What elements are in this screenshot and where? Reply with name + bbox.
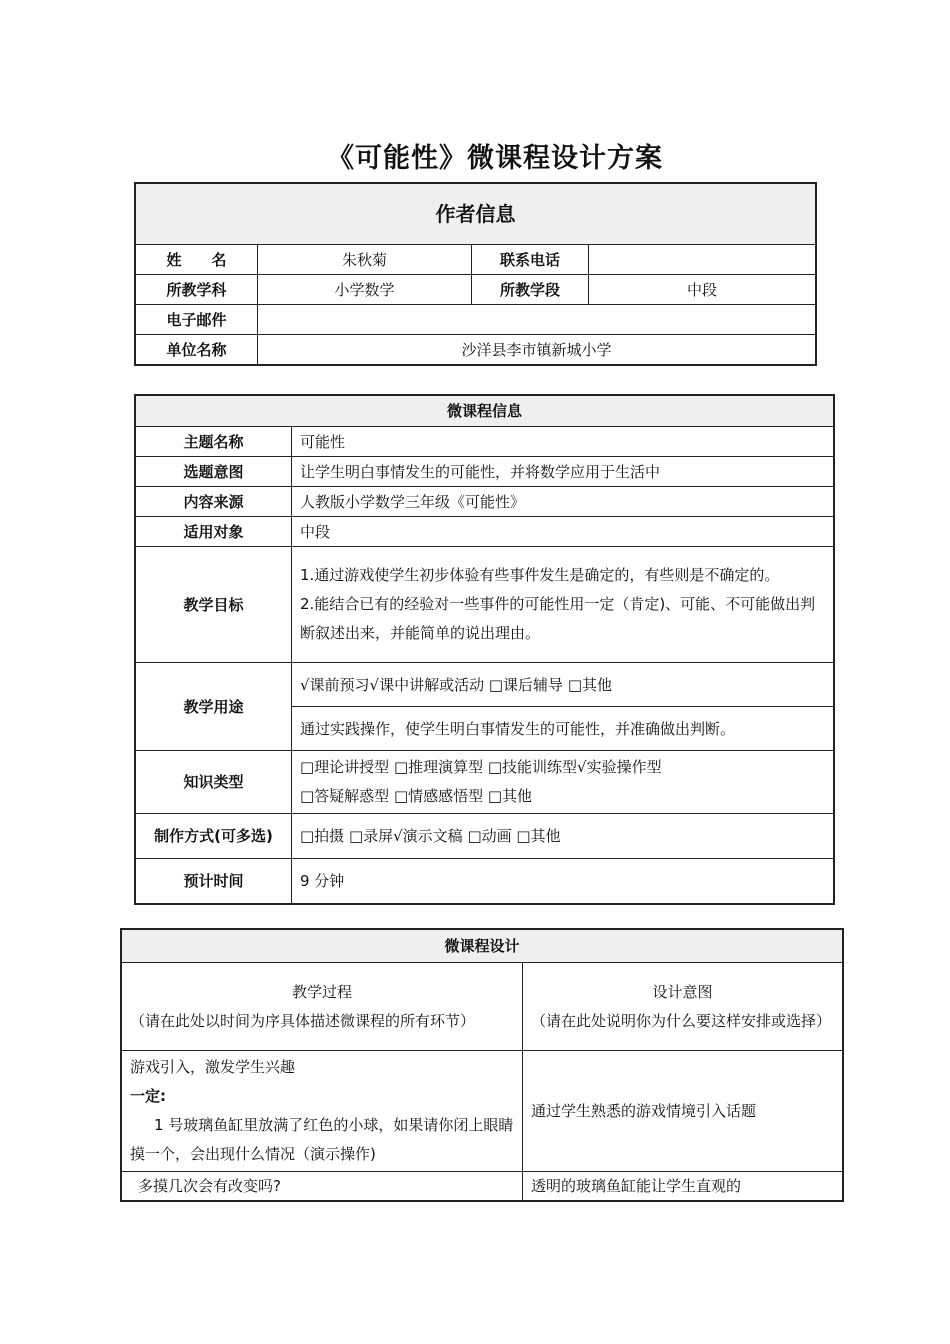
intent-label: 选题意图 xyxy=(136,457,292,487)
goal-label: 教学目标 xyxy=(136,547,292,663)
use-options: √课前预习√课中讲解或活动 □课后辅导 □其他 xyxy=(292,663,834,707)
name-value: 朱秋菊 xyxy=(258,245,472,275)
email-value xyxy=(258,305,816,335)
course-info-header: 微课程信息 xyxy=(136,396,834,427)
email-label: 电子邮件 xyxy=(136,305,258,335)
process-title: 教学过程 xyxy=(291,982,352,1001)
type-label: 知识类型 xyxy=(136,751,292,814)
goal-value xyxy=(292,547,834,663)
process-note: （请在此处以时间为序具体描述微课程的所有环节） xyxy=(130,1011,476,1030)
method-options: □拍摄 □录屏√演示文稿 □动画 □其他 xyxy=(292,814,834,859)
design-intent-note: （请在此处说明你为什么要这样安排或选择） xyxy=(531,1011,832,1030)
intent-column-header xyxy=(523,963,843,1051)
use-description: 通过实践操作，使学生明白事情发生的可能性，并准确做出判断。 xyxy=(292,707,834,751)
course-design-header: 微课程设计 xyxy=(122,930,843,963)
unit-value: 沙洋县李市镇新城小学 xyxy=(258,335,816,365)
unit-label: 单位名称 xyxy=(136,335,258,365)
source-value: 人教版小学数学三年级《可能性》 xyxy=(292,487,834,517)
subject-value: 小学数学 xyxy=(258,275,472,305)
type-value xyxy=(292,751,834,814)
process-column-header xyxy=(122,963,523,1051)
name-label: 姓 名 xyxy=(136,245,258,275)
author-info-table xyxy=(135,183,816,365)
step-2-intent: 透明的玻璃鱼缸能让学生直观的 xyxy=(523,1172,843,1201)
subject-label: 所教学科 xyxy=(136,275,258,305)
step-1-intro: 游戏引入，激发学生兴趣 xyxy=(130,1058,296,1076)
target-value: 中段 xyxy=(292,517,834,547)
time-value: 9 分钟 xyxy=(292,859,834,904)
document-title: 《可能性》微课程设计方案 xyxy=(327,143,663,174)
step-1-subheading: 一定: xyxy=(130,1087,166,1105)
design-intent-title: 设计意图 xyxy=(652,982,713,1001)
type-options-line-1: □理论讲授型 □推理演算型 □技能训练型√实验操作型 xyxy=(300,758,662,776)
goal-item-2: 2.能结合已有的经验对一些事件的可能性用一定（肯定)、可能、不可能做出判断叙述出来，并能简单的说出理由。 xyxy=(300,595,816,642)
course-design-table xyxy=(121,929,843,1201)
grade-value: 中段 xyxy=(589,275,816,305)
grade-label: 所教学段 xyxy=(472,275,589,305)
phone-label: 联系电话 xyxy=(472,245,589,275)
topic-value: 可能性 xyxy=(292,427,834,457)
method-label: 制作方式(可多选) xyxy=(136,814,292,859)
intent-value: 让学生明白事情发生的可能性，并将数学应用于生活中 xyxy=(292,457,834,487)
goal-item-1: 1.通过游戏使学生初步体验有些事件发生是确定的，有些则是不确定的。 xyxy=(300,566,780,584)
target-label: 适用对象 xyxy=(136,517,292,547)
course-info-table xyxy=(135,395,834,904)
use-label: 教学用途 xyxy=(136,663,292,751)
type-options-line-2: □答疑解惑型 □情感感悟型 □其他 xyxy=(300,787,533,805)
author-info-header: 作者信息 xyxy=(136,184,816,245)
time-label: 预计时间 xyxy=(136,859,292,904)
topic-label: 主题名称 xyxy=(136,427,292,457)
step-1-intent: 通过学生熟悉的游戏情境引入话题 xyxy=(523,1051,843,1172)
source-label: 内容来源 xyxy=(136,487,292,517)
step-1-text: 1 号玻璃鱼缸里放满了红色的小球，如果请你闭上眼睛摸一个，会出现什么情况（演示操作) xyxy=(130,1116,514,1163)
process-step-2: 多摸几次会有改变吗? xyxy=(122,1172,523,1201)
process-step-1 xyxy=(122,1051,523,1172)
phone-value xyxy=(589,245,816,275)
